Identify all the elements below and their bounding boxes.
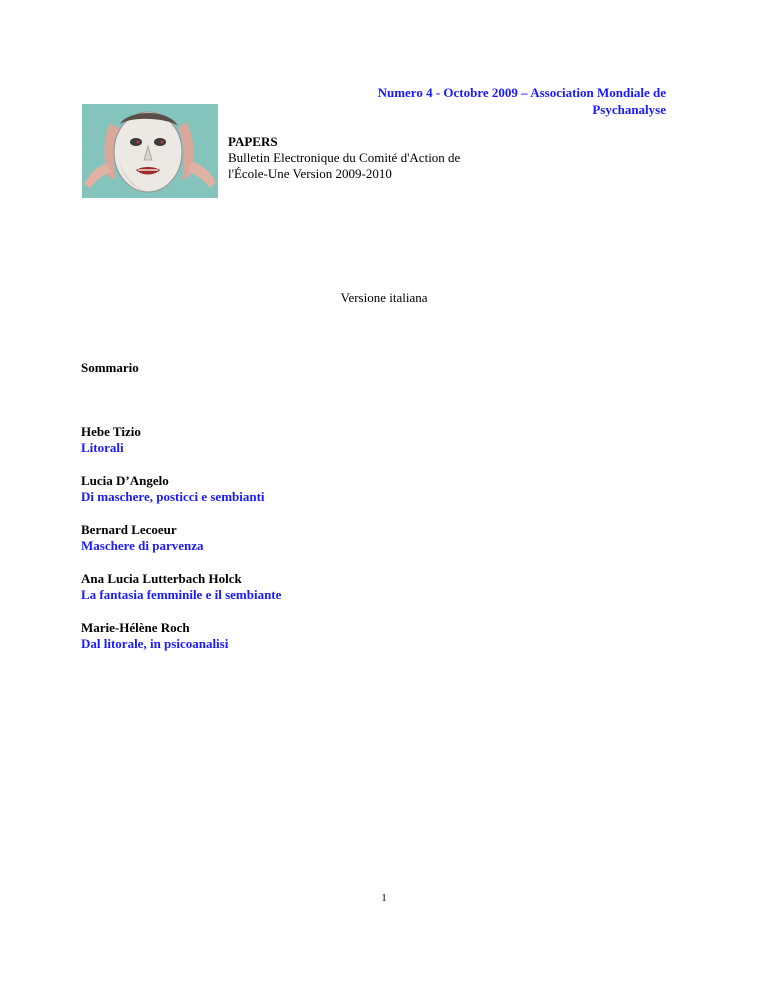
issue-header-line-1[interactable]: Numero 4 - Octobre 2009 – Association Mondiale de: [377, 85, 666, 100]
toc-author: Ana Lucia Lutterbach Holck: [81, 571, 242, 586]
toc-entry: [81, 571, 581, 620]
toc-article-link[interactable]: Di maschere, posticci e sembianti: [81, 489, 265, 504]
bulletin-title: PAPERS: [228, 134, 278, 149]
toc-article-link[interactable]: Dal litorale, in psicoanalisi: [81, 636, 229, 651]
toc-entry: [81, 473, 581, 522]
toc-author: Hebe Tizio: [81, 424, 141, 439]
toc-entry: [81, 522, 581, 571]
issue-header-line-2[interactable]: Psychanalyse: [592, 102, 666, 117]
toc-entry: [81, 620, 581, 669]
toc-author: Bernard Lecoeur: [81, 522, 177, 537]
table-of-contents: [81, 424, 581, 669]
sommario-heading: Sommario: [81, 360, 139, 375]
toc-article-link[interactable]: Litorali: [81, 440, 124, 455]
bulletin-line-2: l'École-Une Version 2009-2010: [228, 166, 392, 181]
bulletin-line-1: Bulletin Electronique du Comité d'Action de: [228, 150, 461, 165]
toc-author: Marie-Hélène Roch: [81, 620, 190, 635]
page-number: 1: [381, 892, 387, 904]
version-label: Versione italiana: [340, 290, 428, 305]
toc-author: Lucia D’Angelo: [81, 473, 169, 488]
toc-article-link[interactable]: La fantasia femminile e il sembiante: [81, 587, 282, 602]
issue-header[interactable]: [300, 84, 666, 118]
bulletin-info: [228, 134, 548, 182]
mask-image-icon: [82, 104, 218, 198]
toc-article-link[interactable]: Maschere di parvenza: [81, 538, 204, 553]
toc-entry: [81, 424, 581, 473]
